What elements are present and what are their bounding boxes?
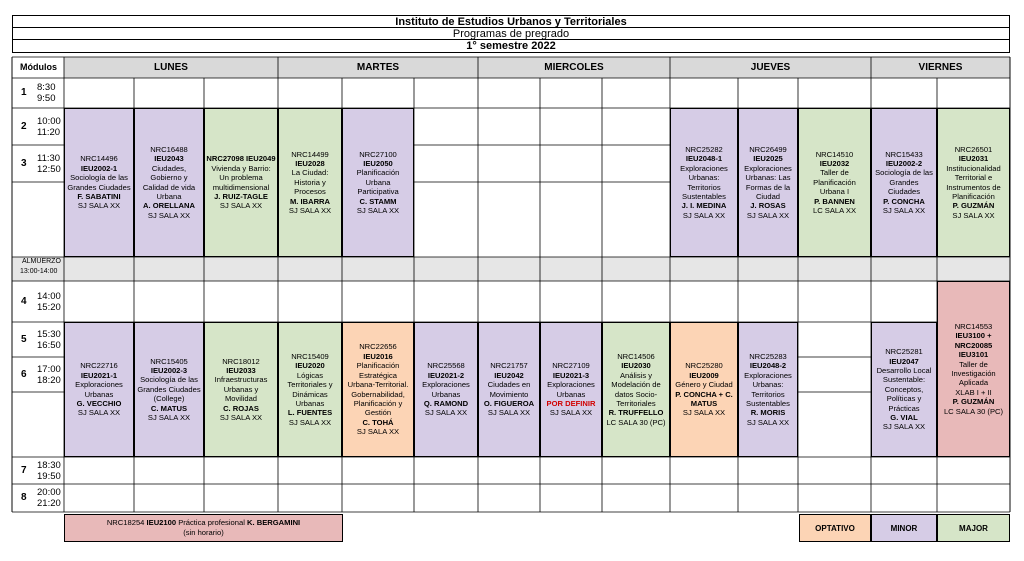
module-number: 6 (21, 368, 27, 380)
course-text: datos Socio- (614, 389, 658, 399)
course-text: NRC14496 (80, 154, 118, 164)
course-text: XLAB I + II (955, 387, 992, 397)
footer-note: (sin horario) (183, 528, 224, 537)
day-header: MIERCOLES (479, 58, 669, 77)
course-text: Exploraciones (744, 163, 792, 173)
course-block (342, 108, 414, 257)
course-text: Movilidad (224, 394, 258, 404)
course-block (738, 322, 798, 457)
footer-prof: K. BERGAMINI (247, 518, 301, 527)
course-code: IEU2048-1 (685, 154, 723, 164)
module-number: 4 (21, 295, 27, 307)
course-block (738, 108, 798, 257)
course-text: NRC22656 (359, 342, 397, 352)
course-text: Urbanas: (688, 173, 720, 183)
course-professor: F. SABATINI (77, 191, 121, 201)
course-text: SJ SALA XX (219, 201, 263, 211)
course-text: Institucionalidad (946, 163, 1001, 173)
module-start: 15:30 (37, 328, 61, 340)
course-text: Políticas y (886, 394, 922, 404)
day-header: MARTES (279, 58, 477, 77)
course-code: IEU2002-1 (80, 163, 118, 173)
course-block (278, 322, 342, 457)
course-code: IEU2020 (295, 361, 325, 371)
lunch-time: 13:00-14:00 (20, 268, 58, 275)
course-professor: J. I. MEDINA (681, 201, 727, 211)
course-text: La Ciudad: (291, 168, 329, 178)
course-text: NRC25281 (885, 347, 923, 357)
course-text: Territorial e (954, 173, 993, 183)
course-text: multidimensional (212, 182, 270, 192)
course-text: SJ SALA XX (682, 210, 726, 220)
course-text: Planificación (356, 168, 400, 178)
course-block (602, 322, 670, 457)
course-block (670, 108, 738, 257)
course-text: NRC26499 (749, 144, 787, 154)
course-text: SJ SALA XX (356, 206, 400, 216)
course-professor: R. MORIS (750, 408, 786, 418)
course-block (478, 322, 540, 457)
course-text: SJ SALA XX (549, 408, 593, 418)
course-text: Ciudades en (487, 380, 531, 390)
course-block (540, 322, 602, 457)
course-code: IEU3101 (958, 350, 989, 360)
course-text: Gobernabilidad, (351, 389, 405, 399)
course-text: SJ SALA XX (746, 417, 790, 427)
course-text: Exploraciones (680, 163, 728, 173)
course-text: Grandes Ciudades (137, 384, 201, 394)
module-number: 3 (21, 157, 27, 169)
module-end: 15:20 (37, 301, 61, 313)
institute-title: Instituto de Estudios Urbanos y Territoriales (12, 15, 1010, 28)
course-text: SJ SALA XX (882, 422, 926, 432)
course-text: Sustentable: (882, 375, 926, 385)
course-code: IEU2021-1 (80, 370, 118, 380)
course-text: Territorios (751, 389, 785, 399)
course-code: IEU2043 (154, 154, 184, 164)
course-code: NRC20085 (954, 340, 993, 350)
course-text: LC SALA 30 (PC) (943, 406, 1004, 416)
course-text: Taller de (820, 168, 849, 178)
course-text: Historia y (294, 177, 326, 187)
course-text: Urbanas: Las (745, 173, 791, 183)
module-end: 12:50 (37, 163, 61, 175)
course-professor: C. STAMM (359, 196, 397, 206)
course-text: Vivienda y Barrio: (211, 163, 271, 173)
course-text: NRC14553 (954, 321, 993, 331)
footer-title: Práctica profesional (176, 518, 247, 527)
lunch-label: ALMUERZO (22, 258, 61, 265)
course-professor: P. GUZMÁN (952, 201, 995, 211)
course-text: Planificación (813, 177, 856, 187)
course-text: Sociología de las (70, 173, 128, 183)
course-text: LC SALA 30 (PC) (606, 417, 666, 427)
course-text: SJ SALA XX (77, 408, 121, 418)
course-text: NRC21757 (490, 361, 528, 371)
day-header: VIERNES (872, 58, 1009, 77)
course-text: Urbanas (295, 398, 325, 408)
course-code: IEU2042 (494, 370, 524, 380)
module-number: 7 (21, 464, 27, 476)
course-professor: J. ROSAS (750, 201, 786, 211)
course-block (937, 281, 1010, 457)
course-text: SJ SALA XX (288, 417, 332, 427)
course-block (342, 322, 414, 457)
course-code: IEU2009 (689, 370, 719, 380)
course-professor: J. RUIZ-TAGLE (214, 191, 268, 201)
course-text: Urbanas (556, 389, 586, 399)
course-text: Ciudades, (151, 163, 187, 173)
course-block (204, 322, 278, 457)
course-text: Gobierno y (150, 173, 188, 183)
course-block (278, 108, 342, 257)
legend-minor: MINOR (871, 514, 937, 542)
course-professor: P. CONCHA (883, 196, 925, 206)
course-professor: O. FIGUEROA (483, 398, 535, 408)
course-text: NRC15405 (150, 356, 188, 366)
course-text: Urbanas y (223, 384, 259, 394)
course-block (414, 322, 478, 457)
course-block (937, 108, 1010, 257)
course-text: Planificación y (353, 398, 403, 408)
course-text: Exploraciones (75, 380, 123, 390)
course-text: Dinámicas (292, 389, 328, 399)
course-text: SJ SALA XX (219, 413, 263, 423)
course-text: Urbanas (84, 389, 114, 399)
module-end: 21:20 (37, 498, 61, 509)
course-block (204, 108, 278, 257)
course-text: Planificación (356, 361, 400, 371)
course-block (871, 322, 937, 457)
course-text: Taller de (959, 359, 988, 369)
course-text: Planificación (952, 191, 995, 201)
course-code: IEU2021-2 (427, 370, 465, 380)
day-header: JUEVES (671, 58, 870, 77)
course-text: Desarrollo Local (876, 365, 932, 375)
course-code: IEU2047 (889, 356, 919, 366)
course-code: IEU3100 + (955, 331, 992, 341)
course-text: Urbana I (819, 187, 850, 197)
course-text: Ciudades (887, 187, 921, 197)
course-text: SJ SALA XX (882, 206, 926, 216)
module-end: 11:20 (37, 126, 61, 138)
module-start: 18:30 (37, 459, 61, 471)
module-end: 18:20 (37, 374, 61, 386)
course-block (798, 108, 871, 257)
course-professor: Q. RAMOND (423, 398, 469, 408)
course-text: NRC14506 (617, 351, 655, 361)
course-text: Urbana (365, 177, 391, 187)
course-text: Infraestructuras (214, 375, 268, 385)
course-block (670, 322, 738, 457)
course-professor: L. FUENTES (287, 408, 333, 418)
course-code: IEU2028 (295, 158, 325, 168)
course-text: NRC14499 (291, 149, 329, 159)
course-text: NRC16488 (150, 144, 188, 154)
course-text: Grandes Ciudades (67, 182, 131, 192)
course-text: SJ SALA XX (487, 408, 531, 418)
course-professor: P. CONCHA + C. (675, 389, 733, 399)
day-header: LUNES (65, 58, 277, 77)
module-start: 20:00 (37, 487, 61, 498)
course-code: IEU2016 (363, 351, 393, 361)
footer-code: IEU2100 (146, 518, 177, 527)
module-start: 10:00 (37, 115, 61, 127)
course-professor: G. VECCHIO (76, 398, 122, 408)
course-text: NRC25282 (685, 144, 723, 154)
course-code: IEU2031 (958, 154, 989, 164)
course-code: IEU2033 (226, 365, 256, 375)
course-text: SJ SALA XX (147, 413, 191, 423)
course-text: Procesos (294, 187, 326, 197)
course-text: Movimiento (489, 389, 529, 399)
course-professor: C. ROJAS (223, 403, 259, 413)
footer-nrc: NRC18254 (106, 518, 147, 527)
course-text: SJ SALA XX (746, 210, 790, 220)
course-text: Territorios (687, 182, 721, 192)
course-warning: POR DEFINIR (546, 398, 596, 408)
course-text: Exploraciones (422, 380, 470, 390)
module-end: 16:50 (37, 339, 61, 351)
module-end: 19:50 (37, 470, 61, 482)
course-text: Investigación (951, 369, 996, 378)
course-professor: C. TOHÁ (362, 417, 394, 427)
course-text: SJ SALA XX (147, 210, 191, 220)
course-text: SJ SALA XX (682, 408, 726, 418)
course-block (871, 108, 937, 257)
course-text: Sociología de las (875, 168, 933, 178)
course-text: SJ SALA XX (288, 206, 332, 216)
course-text: NRC15433 (885, 149, 923, 159)
course-text: NRC26501 (954, 144, 993, 154)
course-text: SJ SALA XX (424, 408, 468, 418)
course-text: Formas de la (745, 182, 791, 192)
course-text: NRC27100 (359, 149, 397, 159)
course-code: IEU2002-3 (150, 365, 188, 375)
course-code: IEU2021-3 (552, 370, 590, 380)
course-professor: M. IBARRA (289, 196, 331, 206)
course-text: Estratégica (359, 370, 397, 380)
course-text: NRC25280 (685, 361, 723, 371)
course-text: Urbanas: (752, 380, 784, 390)
course-text: Urbana-Territorial. (347, 380, 409, 390)
course-text: Calidad de vida (142, 182, 196, 192)
semester-label: 1° semestre 2022 (12, 39, 1010, 53)
course-text: Territoriales y (287, 380, 333, 390)
practica-profesional-bar (64, 514, 343, 542)
course-code: IEU2032 (819, 158, 850, 168)
course-professor: P. GUZMÁN (952, 397, 995, 407)
course-text: Sustentables (746, 398, 790, 408)
course-text: Participativa (357, 187, 399, 197)
course-text: NRC25568 (427, 361, 465, 371)
course-code: IEU2002-2 (885, 158, 923, 168)
course-text: Ciudad (755, 191, 781, 201)
course-text: Género y Ciudad (675, 380, 733, 390)
module-start: 8:30 (37, 82, 56, 93)
course-text: Territoriales (616, 398, 656, 408)
legend-optativo: OPTATIVO (799, 514, 871, 542)
course-block (134, 108, 204, 257)
course-text: Prácticas (888, 403, 920, 413)
course-professor: A. ORELLANA (143, 201, 195, 211)
course-text: Urbanas (431, 389, 461, 399)
course-block (134, 322, 204, 457)
course-text: Aplicada (958, 378, 989, 388)
course-code: NRC27098 IEU2049 (206, 154, 276, 164)
course-professor: G. VIAL (890, 413, 918, 423)
module-number: 2 (21, 120, 27, 132)
legend-major: MAJOR (937, 514, 1010, 542)
course-text: NRC18012 (222, 356, 260, 366)
course-professor: C. MATUS (150, 403, 188, 413)
course-text: Urbana (156, 191, 182, 201)
course-text: (College) (153, 394, 185, 404)
course-text: NRC15409 (291, 351, 329, 361)
course-text: Conceptos, (884, 384, 924, 394)
course-text: NRC22716 (80, 361, 118, 371)
course-text: Instrumentos de (946, 182, 1001, 192)
course-text: NRC14510 (815, 149, 854, 159)
course-text: Exploraciones (744, 370, 792, 380)
course-text: SJ SALA XX (77, 201, 121, 211)
course-text: Exploraciones (547, 380, 595, 390)
course-text: Un problema (219, 173, 263, 183)
course-text: Sociología de las (140, 375, 198, 385)
course-text: NRC25283 (749, 351, 787, 361)
lunch-band (12, 257, 1010, 281)
course-text: Lógicas (296, 370, 324, 380)
program-subtitle: Programas de pregrado (12, 27, 1010, 40)
module-end: 9:50 (37, 93, 56, 104)
course-professor: R. TRUFFELLO (608, 408, 664, 418)
module-start: 14:00 (37, 290, 61, 302)
course-text: Gestión (364, 408, 392, 418)
module-number: 1 (21, 87, 27, 98)
course-text: Modelación de (611, 380, 661, 390)
course-text: SJ SALA XX (952, 210, 995, 220)
course-code: IEU2030 (621, 361, 651, 371)
course-professor: P. BANNEN (814, 196, 855, 206)
modulos-label: Módulos (20, 62, 57, 72)
course-code: IEU2048-2 (749, 361, 787, 371)
course-text: Sustentables (682, 191, 726, 201)
module-number: 5 (21, 333, 27, 345)
course-code: IEU2025 (753, 154, 783, 164)
course-text: Grandes (889, 177, 919, 187)
course-text: NRC27109 (552, 361, 590, 371)
module-start: 17:00 (37, 363, 61, 375)
module-number: 8 (21, 492, 27, 503)
module-start: 11:30 (37, 152, 61, 164)
course-block (64, 322, 134, 457)
course-code: IEU2050 (363, 158, 393, 168)
course-text: Análisis y (619, 370, 653, 380)
course-block (64, 108, 134, 257)
course-text: SJ SALA XX (356, 427, 400, 437)
course-professor: MATUS (690, 398, 718, 408)
course-text: LC SALA XX (812, 206, 857, 216)
